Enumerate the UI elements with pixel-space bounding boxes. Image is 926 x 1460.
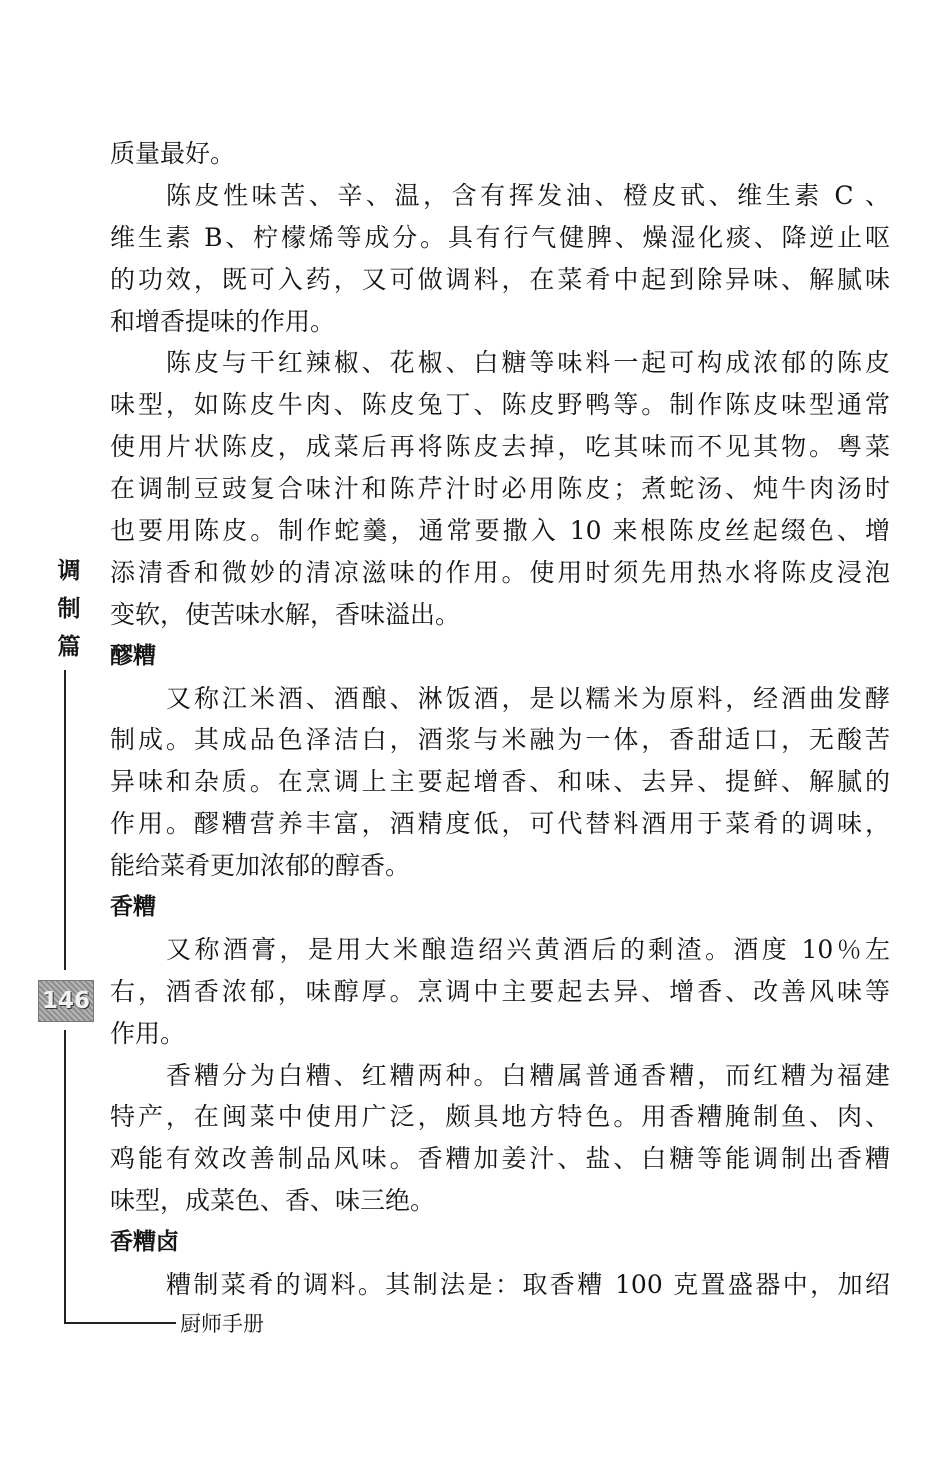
section-heading: 醪糟 [110, 642, 156, 669]
margin-rule-upper [64, 670, 66, 970]
text-line: 维生素 B、柠檬烯等成分。具有行气健脾、燥湿化痰、降逆止呕 [110, 222, 890, 252]
text-line: 作用。 [110, 1018, 186, 1048]
text-line: 香糟分为白糟、红糟两种。白糟属普通香糟，而红糟为福建 [166, 1060, 890, 1090]
text-line: 异味和杂质。在烹调上主要起增香、和味、去异、提鲜、解腻的 [110, 767, 890, 797]
text-line: 糟制菜肴的调料。其制法是：取香糟 100 克置盛器中，加绍 [166, 1270, 890, 1300]
margin-rule-lower [64, 1030, 66, 1324]
text-line: 制成。其成品色泽洁白，酒浆与米融为一体，香甜适口，无酸苦 [110, 725, 890, 755]
section-label-char: 制 [57, 596, 81, 622]
text-line: 陈皮与干红辣椒、花椒、白糖等味料一起可构成浓郁的陈皮 [166, 348, 890, 378]
text-line: 变软，使苦味水解，香味溢出。 [110, 599, 461, 629]
book-title: 厨师手册 [180, 1312, 264, 1336]
text-line: 的功效，既可入药，又可做调料，在菜肴中起到除异味、解腻味 [110, 264, 890, 294]
text-line: 陈皮性味苦、辛、温，含有挥发油、橙皮甙、维生素 C 、 [166, 180, 890, 210]
section-label-char: 调 [57, 558, 81, 584]
text-line: 鸡能有效改善制品风味。香糟加姜汁、盐、白糖等能调制出香糟 [110, 1144, 890, 1174]
text-line: 也要用陈皮。制作蛇羹，通常要撒入 10 来根陈皮丝起缀色、增 [110, 516, 890, 546]
footer-rule [64, 1322, 176, 1324]
section-heading: 香糟 [110, 894, 156, 921]
text-line: 味型，如陈皮牛肉、陈皮兔丁、陈皮野鸭等。制作陈皮味型通常 [110, 390, 890, 420]
body-text [110, 133, 890, 1306]
section-label [54, 552, 84, 666]
section-label-char: 篇 [57, 634, 81, 660]
text-line: 添清香和微妙的清凉滋味的作用。使用时须先用热水将陈皮浸泡 [110, 557, 890, 587]
text-line: 使用片状陈皮，成菜后再将陈皮去掉，吃其味而不见其物。粤菜 [110, 432, 890, 462]
text-line: 能给菜肴更加浓郁的醇香。 [110, 851, 411, 881]
text-line: 又称江米酒、酒酿、淋饭酒，是以糯米为原料，经酒曲发酵 [166, 683, 890, 713]
text-line: 味型，成菜色、香、味三绝。 [110, 1186, 436, 1216]
text-line: 右，酒香浓郁，味醇厚。烹调中主要起去异、增香、改善风味等 [110, 976, 890, 1006]
text-line: 特产，在闽菜中使用广泛，颇具地方特色。用香糟腌制鱼、肉、 [110, 1102, 890, 1132]
text-line: 在调制豆豉复合味汁和陈芹汁时必用陈皮；煮蛇汤、炖牛肉汤时 [110, 474, 890, 504]
section-heading: 香糟卤 [110, 1229, 179, 1256]
text-line: 质量最好。 [110, 139, 236, 168]
text-line: 又称酒膏，是用大米酿造绍兴黄酒后的剩渣。酒度 10％左 [166, 934, 890, 964]
text-line: 作用。醪糟营养丰富，酒精度低，可代替料酒用于菜肴的调味， [110, 809, 890, 839]
page-number: 146 [38, 980, 94, 1022]
text-line: 和增香提味的作用。 [110, 306, 336, 336]
